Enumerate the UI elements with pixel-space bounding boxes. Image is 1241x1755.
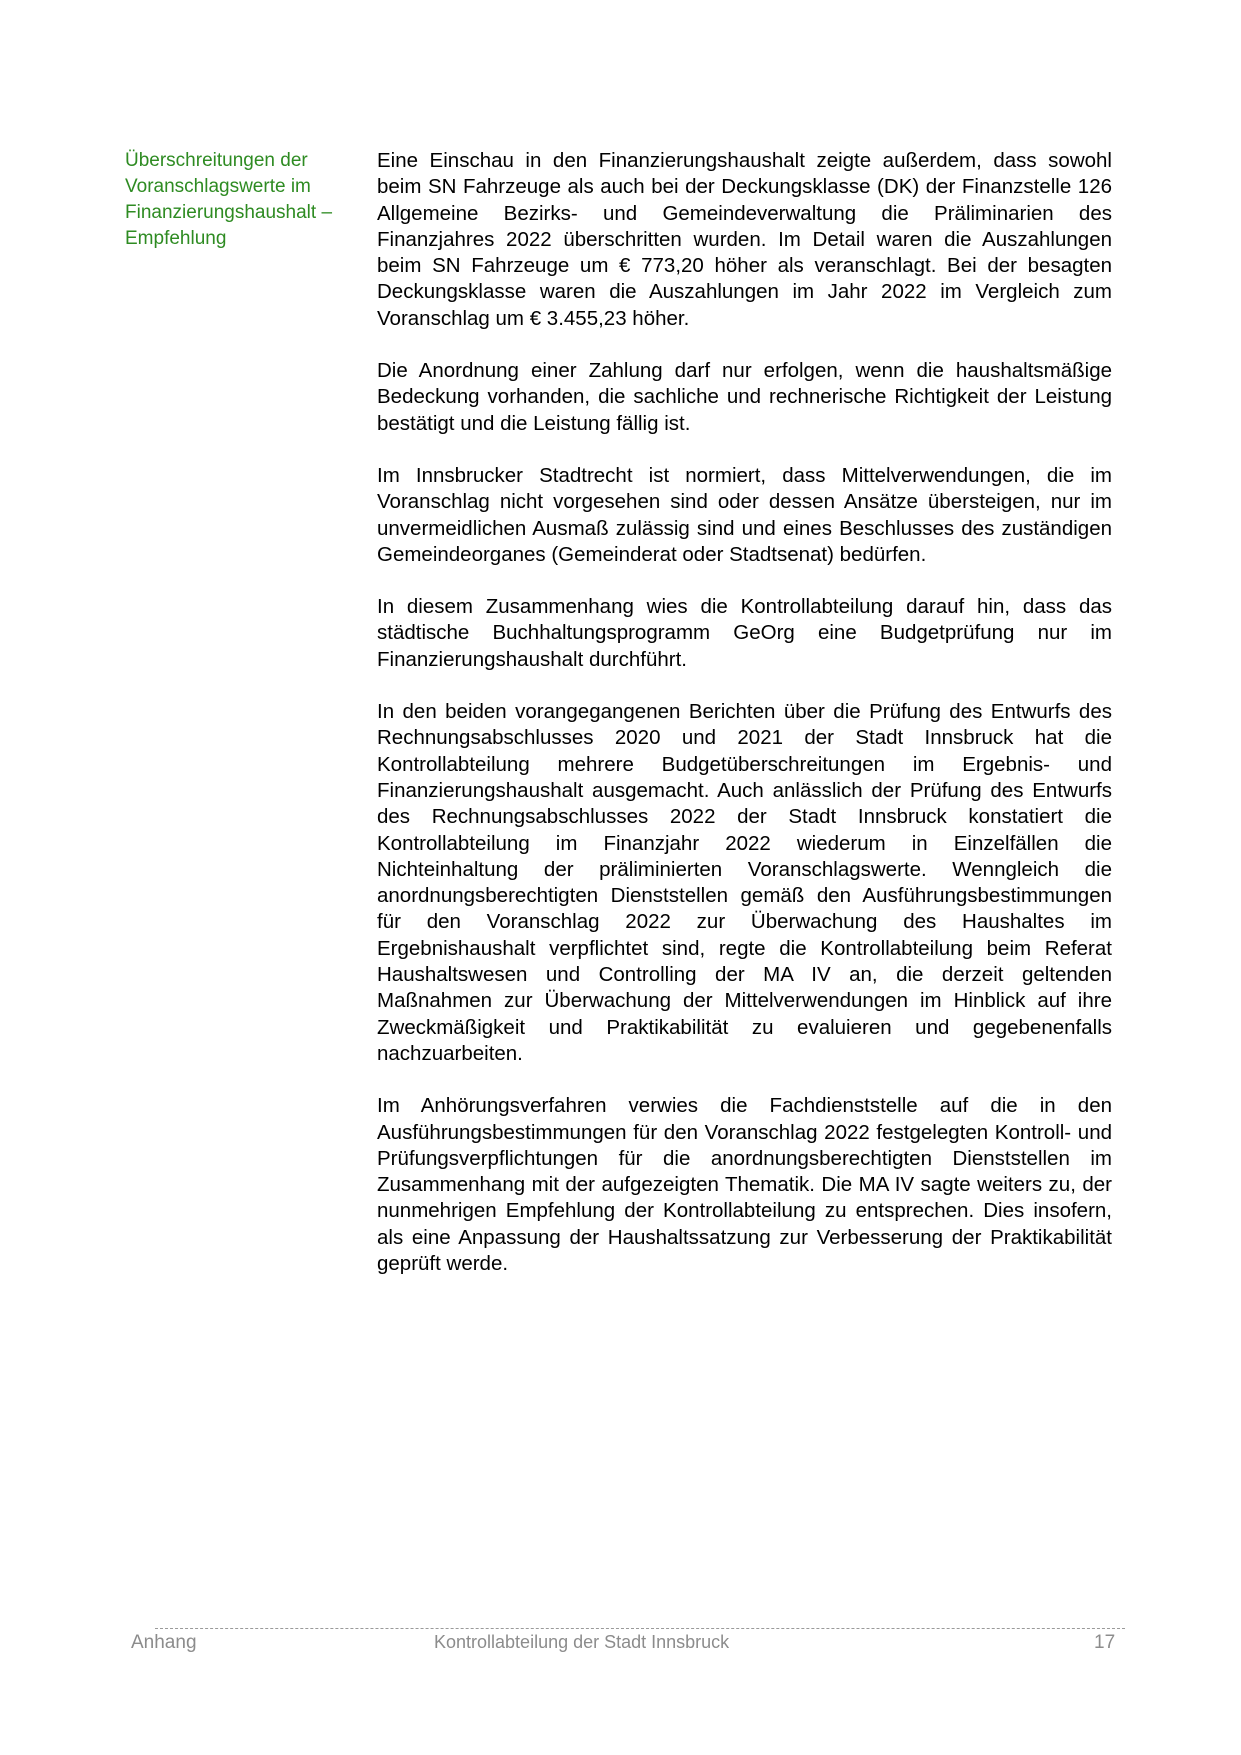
margin-heading-line: Voranschlagswerte im bbox=[125, 176, 311, 197]
page-number: 17 bbox=[1094, 1632, 1116, 1653]
paragraph-stadtrecht: Im Innsbrucker Stadtrecht ist normiert, dass Mittelverwendungen, die im Voranschlag nicht vorgesehen sind oder dessen Ansätze übersteigen, nur im unvermeidlichen Ausmaß zulässig sind und eines Beschlusses des zuständigen Gemeindeorganes (Gemeinderat oder Stadtsenat) bedürfen. bbox=[377, 463, 1112, 566]
paragraph-buchhaltungsprogramm: In diesem Zusammenhang wies die Kontrollabteilung darauf hin, dass das städtische Buchhaltungsprogramm GeOrg eine Budgetprüfung nur im Finanzierungshaushalt durchführt. bbox=[377, 595, 1112, 671]
footer-section-label: Anhang bbox=[131, 1632, 197, 1653]
paragraph-finanzierungshaushalt-einschau: Eine Einschau in den Finanzierungshaushalt zeigte außerdem, dass sowohl beim SN Fahrzeuge als auch bei der Deckungsklasse (DK) der Finanzstelle 126 Allgemeine Bezirks- und Gemeindeverwaltung die Präliminarien des Finanzjahres 2022 überschritten wurden. Im Detail waren die Auszahlungen beim SN Fahrzeuge um € 773,20 höher als veranschlagt. Bei der besagten Deckungsklasse waren die Auszahlungen im Jahr 2022 im Vergleich zum Voranschlag um € 3.455,23 höher. bbox=[377, 149, 1112, 330]
margin-heading-line: Überschreitungen der bbox=[125, 150, 308, 171]
paragraph-vorangegangene-berichte: In den beiden vorangegangenen Berichten über die Prüfung des Entwurfs des Rechnungsabschlusses 2020 und 2021 der Stadt Innsbruck hat die Kontrollabteilung mehrere Budgetüberschreitungen im Ergebnis- und Finanzierungshaushalt ausgemacht. Auch anlässlich der Prüfung des Entwurfs des Rechnungsabschlusses 2022 der Stadt Innsbruck konstatiert die Kontrollabteilung im Finanzjahr 2022 wiederum in Einzelfällen die Nichteinhaltung der präliminierten Voranschlagswerte. Wenngleich die anordnungsberechtigten Dienststellen gemäß den Ausführungsbestimmungen für den Voranschlag 2022 zur Überwachung des Haushaltes im Ergebnishaushalt verpflichtet sind, regte die Kontrollabteilung beim Referat Haushaltswesen und Controlling der MA IV an, die derzeit geltenden Maßnahmen zur Überwachung der Mittelverwendungen im Hinblick auf ihre Zweckmäßigkeit und Praktikabilität zu evaluieren und gegebenenfalls nachzuarbeiten. bbox=[377, 700, 1112, 1065]
margin-heading-line: Empfehlung bbox=[125, 228, 227, 249]
footer-divider bbox=[155, 1628, 1125, 1629]
margin-heading bbox=[125, 148, 355, 252]
body-text bbox=[377, 148, 1112, 1303]
margin-heading-line: Finanzierungshaushalt – bbox=[125, 202, 333, 223]
paragraph-anordnung-zahlung: Die Anordnung einer Zahlung darf nur erfolgen, wenn die haushaltsmäßige Bedeckung vorhanden, die sachliche und rechnerische Richtigkeit der Leistung bestätigt und die Leistung fällig ist. bbox=[377, 359, 1112, 435]
paragraph-anhoerungsverfahren: Im Anhörungsverfahren verwies die Fachdienststelle auf die in den Ausführungsbestimmungen für den Voranschlag 2022 festgelegten Kontroll- und Prüfungsverpflichtungen für die anordnungsberechtigten Dienststellen im Zusammenhang mit der aufgezeigten Thematik. Die MA IV sagte weiters zu, der nunmehrigen Empfehlung der Kontrollabteilung zu entsprechen. Dies insofern, als eine Anpassung der Haushaltssatzung zur Verbesserung der Praktikabilität geprüft werde. bbox=[377, 1094, 1112, 1275]
footer-organization: Kontrollabteilung der Stadt Innsbruck bbox=[434, 1632, 730, 1652]
